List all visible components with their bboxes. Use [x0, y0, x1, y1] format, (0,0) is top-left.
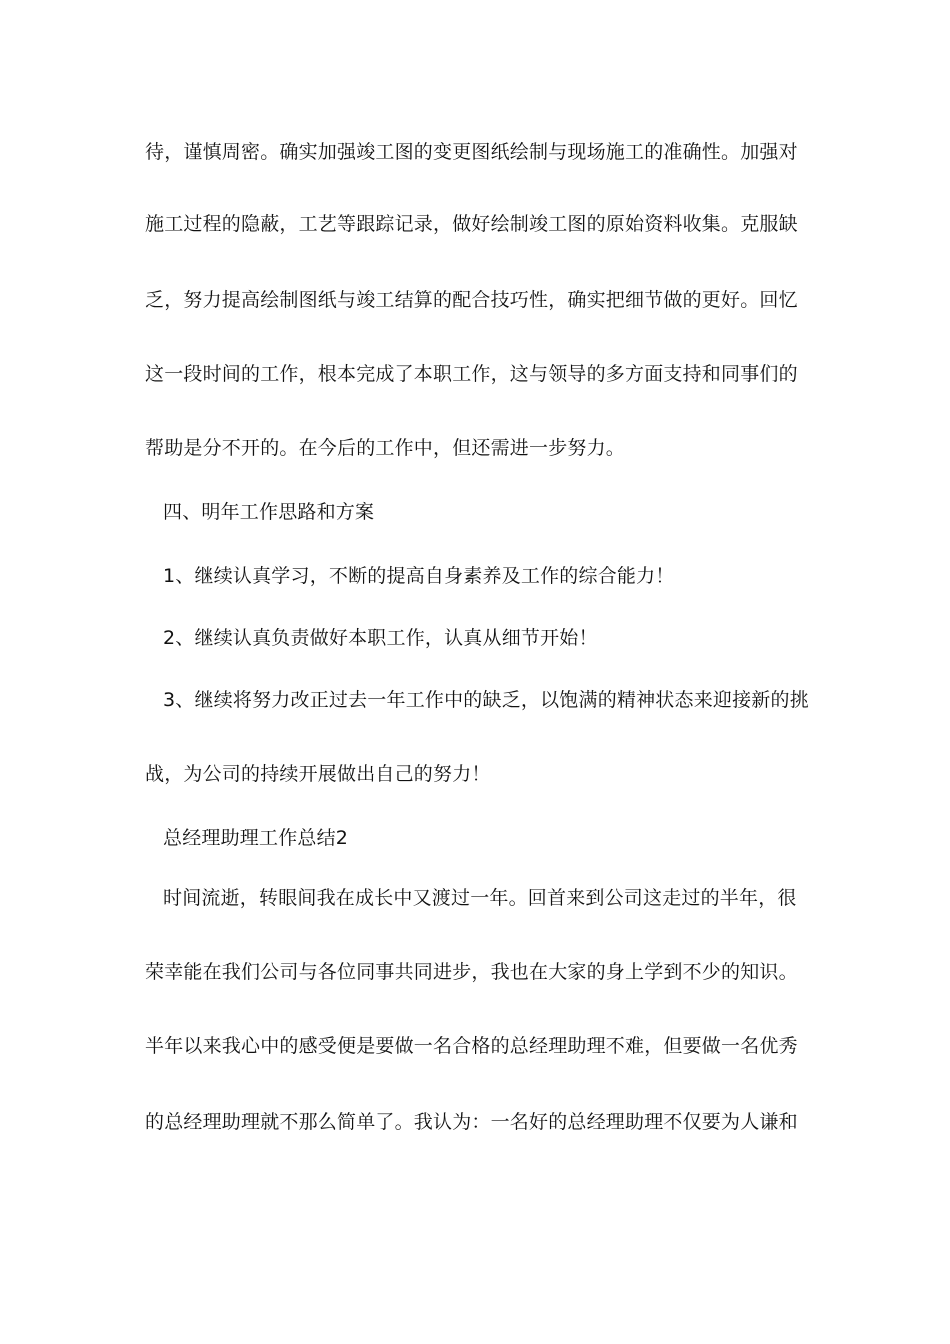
section-title: 总经理助理工作总结2 [163, 827, 349, 849]
list-item: 2、继续认真负责做好本职工作，认真从细节开始！ [163, 627, 598, 649]
section-heading: 四、明年工作思路和方案 [163, 501, 375, 523]
paragraph-line: 时间流逝，转眼间我在成长中又渡过一年。回首来到公司这走过的半年，很 [163, 887, 797, 909]
list-item: 1、继续认真学习，不断的提高自身素养及工作的综合能力！ [163, 565, 675, 587]
paragraph-line: 半年以来我心中的感受便是要做一名合格的总经理助理不难，但要做一名优秀 [145, 1035, 798, 1057]
list-item-continuation: 战，为公司的持续开展做出自己的努力！ [145, 763, 491, 785]
paragraph-line: 施工过程的隐蔽，工艺等跟踪记录，做好绘制竣工图的原始资料收集。克服缺 [145, 213, 798, 235]
paragraph-line: 待，谨慎周密。确实加强竣工图的变更图纸绘制与现场施工的准确性。加强对 [145, 141, 798, 163]
paragraph-line: 帮助是分不开的。在今后的工作中，但还需进一步努力。 [145, 437, 626, 459]
paragraph-line: 乏，努力提高绘制图纸与竣工结算的配合技巧性，确实把细节做的更好。回忆 [145, 289, 798, 311]
list-item: 3、继续将努力改正过去一年工作中的缺乏，以饱满的精神状态来迎接新的挑 [163, 689, 809, 711]
paragraph-line: 荣幸能在我们公司与各位同事共同进步，我也在大家的身上学到不少的知识。 [145, 961, 798, 983]
paragraph-line: 这一段时间的工作，根本完成了本职工作，这与领导的多方面支持和同事们的 [145, 363, 798, 385]
paragraph-line: 的总经理助理就不那么简单了。我认为：一名好的总经理助理不仅要为人谦和 [145, 1111, 798, 1133]
